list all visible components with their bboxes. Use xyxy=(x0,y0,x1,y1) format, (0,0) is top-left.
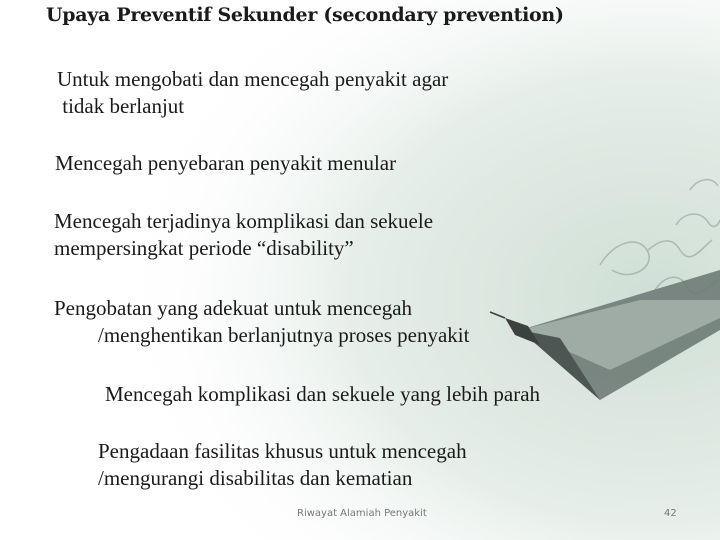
footer-text: Riwayat Alamiah Penyakit xyxy=(297,508,427,519)
point-line: Untuk mengobati dan mencegah penyakit agar xyxy=(57,67,449,91)
point-special-facilities xyxy=(98,438,467,492)
page-number: 42 xyxy=(664,508,677,519)
point-line: /menghentikan berlanjutnya proses penyakit xyxy=(98,323,470,347)
point-prevent-spread xyxy=(55,150,396,177)
point-line: Mencegah terjadinya komplikasi dan sekuele xyxy=(54,209,434,233)
point-line: Pengobatan yang adekuat untuk mencegah xyxy=(54,296,413,320)
point-line: mempersingkat periode “disability” xyxy=(54,236,354,260)
point-line: Pengadaan fasilitas khusus untuk mencegah xyxy=(98,439,467,463)
point-prevent-complications xyxy=(54,208,433,262)
point-line: /mengurangi disabilitas dan kematian xyxy=(98,466,413,490)
point-prevent-severe xyxy=(105,381,540,408)
point-line: tidak berlanjut xyxy=(57,94,185,118)
slide-title: Upaya Preventif Sekunder (secondary prevention) xyxy=(46,4,564,26)
point-adequate-treatment xyxy=(54,295,469,349)
point-treat-prevent xyxy=(57,66,448,120)
point-line: Mencegah komplikasi dan sekuele yang lebih parah xyxy=(105,382,541,406)
point-line: Mencegah penyebaran penyakit menular xyxy=(55,151,397,175)
